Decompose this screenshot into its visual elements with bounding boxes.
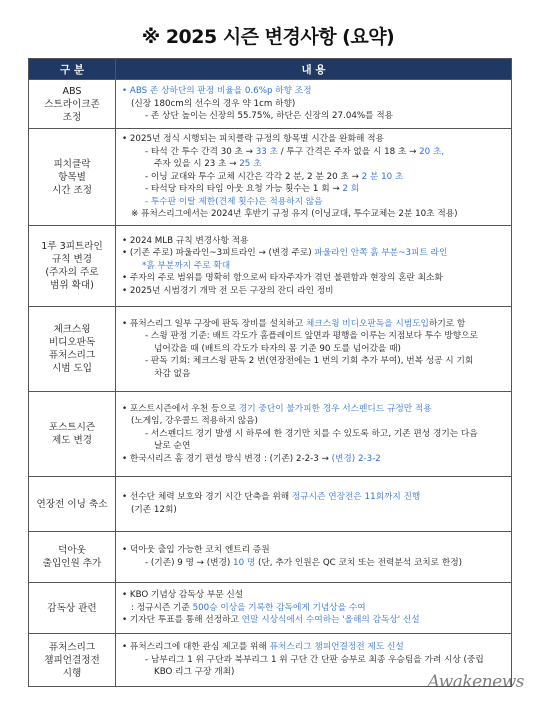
table-row <box>29 392 512 477</box>
table-row <box>29 532 512 583</box>
row-label-manager-award: 감독상 관련 <box>29 583 116 634</box>
row-content-3ft-line: • 2024 MLB 규칙 변경사항 적용 • (기존 주로) 파울라인~3피트라인 → (변경 주로) 파울라인 안쪽 흙 부분~3피트 라인 *흙 부분까지 주로 확대 • 주자의 주로 범위를 명확히 함으로써 타자주자가 겪던 불편함과 현장의 혼란 최소화 • 2025년 시범경기 개막 전 모든 구장의 잔디 라인 정비 <box>116 226 512 307</box>
row-content-manager-award: • KBO 기념상 감독상 부문 신설 : 정규시즌 기준 500승 이상을 기록한 감독에게 기념상을 수여 • 기자단 투표를 통해 선정하고 연말 시상식에서 수여하는 '올해의 감독상' 신설 <box>116 583 512 634</box>
row-content-check-swing: • 퓨처스리그 일부 구장에 판독 장비를 설치하고 체크스윙 비디오판독을 시범도입하기로 함 - 스윙 판정 기준: 배트 각도가 홈플레이트 앞면과 평행을 이루는 지점보다 투수 방향으로 넘어갔을 때 (배트의 각도가 타자의 몸 기준 90 도를 넘어갔을 때) - 판독 기회: 체크스윙 판독 2 번(연장전에는 1 번의 기회 추가 부여), 번복 성공 시 기회 차감 없음 <box>116 307 512 392</box>
table-row <box>29 80 512 129</box>
header-content: 내 용 <box>116 59 512 80</box>
table-row <box>29 129 512 226</box>
row-label-extra-innings: 연장전 이닝 축소 <box>29 477 116 532</box>
row-label-check-swing: 체크스윙 비디오판독 퓨처스리그 시범 도입 <box>29 307 116 392</box>
table-row <box>29 226 512 307</box>
row-label-abs: ABS 스트라이크존 조정 <box>29 80 116 129</box>
row-content-dugout: • 덕아웃 출입 가능한 코치 엔트리 증원 - (기존) 9 명 → (변경) 10 명 (단, 추가 인원은 QC 코치 또는 전력분석 코치로 한정) <box>116 532 512 583</box>
table-row <box>29 307 512 392</box>
table-row <box>29 477 512 532</box>
row-label-futures-championship: 퓨처스리그 챔피언결정전 시행 <box>29 634 116 687</box>
row-label-3ft-line: 1루 3피트라인 규칙 변경 (주자의 주로 범위 확대) <box>29 226 116 307</box>
row-content-pitch-clock: • 2025년 정식 시행되는 피치클락 규정의 항목별 시간을 완화해 적용 - 타석 간 투수 간격 30 초 → 33 초 / 투구 간격은 주자 없을 시 18 초 → 20 초, 주자 있을 시 23 초 → 25 초 - 이닝 교대와 투수 교체 시간은 각각 2 분, 2 분 20 초 → 2 분 10 초 - 타석당 타자의 타임 아웃 요청 가능 횟수는 1 회 → 2 회 - 투수판 이탈 제한(견제 횟수)은 적용하지 않음 ※ 퓨처스리그에서는 2024년 후반기 규정 유지 (이닝교대, 투수교체는 2분 10초 적용) <box>116 129 512 226</box>
row-content-postseason: • 포스트시즌에서 우천 등으로 경기 중단이 불가피한 경우 서스펜디드 규정만 적용 (노게임, 강우콜드 적용하지 않음) - 서스펜디드 경기 발생 시 하루에 한 경기만 치를 수 있도록 하고, 기존 편성 경기는 다음 날로 순연 • 한국시리즈 홈 경기 편성 방식 변경 : (기존) 2-2-3 → (변경) 2-3-2 <box>116 392 512 477</box>
row-label-postseason: 포스트시즌 제도 변경 <box>29 392 116 477</box>
watermark-logo: Awakenews <box>427 672 524 692</box>
header-category: 구 분 <box>29 59 116 80</box>
row-label-dugout: 덕아웃 출입인원 추가 <box>29 532 116 583</box>
row-content-futures-championship: • 퓨처스리그에 대한 관심 제고를 위해 퓨처스리그 챔피언결정전 제도 신설 - 남부리그 1 위 구단과 북부리그 1 위 구단 간 단판 승부로 최종 우승팀을 가려 시상 (중립 KBO 리그 구장 개최) <box>116 634 512 687</box>
page-title: ※ 2025 시즌 변경사항 (요약) <box>141 26 395 48</box>
row-content-extra-innings: • 선수단 체력 보호와 경기 시간 단축을 위해 정규시즌 연장전은 11회까지 진행 (기존 12회) <box>116 477 512 532</box>
table-row <box>29 583 512 634</box>
row-label-pitch-clock: 피치클락 항목별 시간 조정 <box>29 129 116 226</box>
changes-table <box>28 58 512 687</box>
table-header-row <box>29 59 512 80</box>
row-content-abs: • ABS 존 상하단의 판정 비율을 0.6%p 하향 조정 (신장 180cm의 선수의 경우 약 1cm 하향) - 존 상단 높이는 신장의 55.75%, 하단은 신장의 27.04%를 적용 <box>116 80 512 129</box>
